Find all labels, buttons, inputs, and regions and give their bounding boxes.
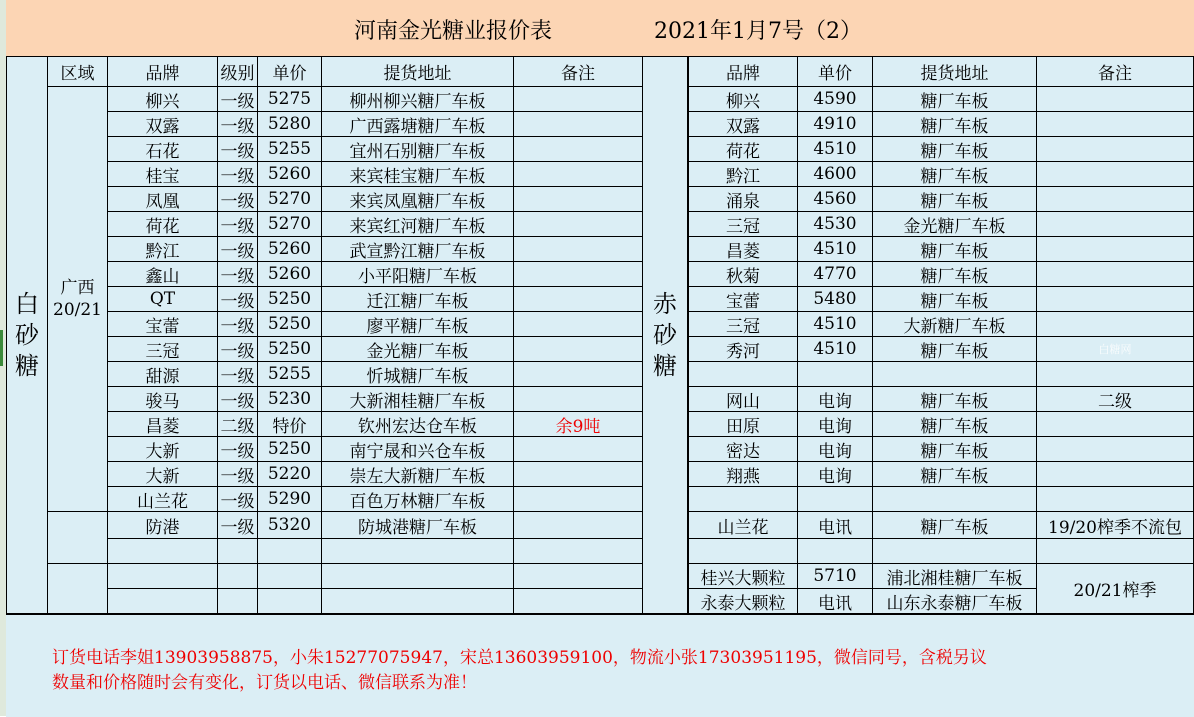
red-pickup-cell — [873, 362, 1037, 387]
white-pickup-cell: 崇左大新糖厂车板 — [322, 462, 514, 487]
red-brand-cell: 秀河 — [688, 337, 798, 362]
white-pickup-cell: 忻城糖厂车板 — [322, 362, 514, 387]
footer-contact-line: 订货电话李姐13903958875，小朱15277075947，宋总13603959100，物流小张17303951195，微信同号，含税另议 — [52, 648, 987, 668]
white-brand-cell: 三冠 — [108, 337, 218, 362]
red-remark-cell — [1037, 112, 1194, 137]
white-pickup-cell: 广西露塘糖厂车板 — [322, 112, 514, 137]
white-remark-cell — [514, 387, 643, 412]
empty-cell — [688, 539, 798, 564]
empty-cell — [258, 539, 322, 564]
empty-cell — [514, 539, 643, 564]
price-table — [6, 57, 1194, 614]
category-char: 赤 — [653, 289, 677, 318]
white-remark-cell — [514, 112, 643, 137]
red-brand-cell: 宝蕾 — [688, 287, 798, 312]
white-price-cell: 5270 — [258, 212, 322, 237]
red-price-cell — [798, 362, 873, 387]
white-brand-cell: 桂宝 — [108, 162, 218, 187]
white-sugar-category-label — [12, 289, 42, 382]
white-brand-cell: 昌菱 — [108, 412, 218, 437]
category-char: 糖 — [653, 351, 677, 380]
empty-cell — [798, 539, 873, 564]
white-remark-cell — [514, 462, 643, 487]
red-brand-cell: 双露 — [688, 112, 798, 137]
white-price-cell: 5250 — [258, 337, 322, 362]
title-bar — [6, 0, 1194, 57]
white-grade-cell: 一级 — [218, 337, 258, 362]
white-price-cell: 5260 — [258, 162, 322, 187]
white-pickup-cell: 武宣黔江糖厂车板 — [322, 237, 514, 262]
white-grade-cell: 一级 — [218, 112, 258, 137]
empty-cell — [258, 564, 322, 589]
red-brand-cell: 荷花 — [688, 137, 798, 162]
large-grain-pickup-cell: 浦北湘桂糖厂车板 — [873, 564, 1037, 589]
red-brand-cell — [688, 487, 798, 512]
red-remark-cell — [1037, 362, 1194, 387]
large-grain-price-cell: 5710 — [798, 564, 873, 589]
white-price-cell: 5320 — [258, 512, 322, 539]
red-pickup-cell — [873, 487, 1037, 512]
empty-cell — [873, 539, 1037, 564]
empty-cell — [108, 539, 218, 564]
red-price-cell: 4600 — [798, 162, 873, 187]
red-price-cell: 4910 — [798, 112, 873, 137]
red-brand-cell: 涌泉 — [688, 187, 798, 212]
white-grade-cell: 一级 — [218, 312, 258, 337]
red-remark-cell: 19/20榨季不流包 — [1037, 512, 1194, 539]
red-pickup-cell: 糖厂车板 — [873, 137, 1037, 162]
empty-cell — [514, 564, 643, 589]
red-remark-cell — [1037, 87, 1194, 112]
white-price-cell: 5250 — [258, 437, 322, 462]
red-remark-cell: 二级 — [1037, 387, 1194, 412]
red-remark-cell — [1037, 437, 1194, 462]
red-sugar-category-label — [650, 289, 680, 382]
header-pickup: 提货地址 — [322, 57, 514, 87]
empty-cell — [322, 589, 514, 614]
white-remark-cell — [514, 437, 643, 462]
red-price-cell: 4560 — [798, 187, 873, 212]
white-grade-cell: 一级 — [218, 362, 258, 387]
white-brand-cell: 荷花 — [108, 212, 218, 237]
white-remark-cell — [514, 312, 643, 337]
red-price-cell: 4530 — [798, 212, 873, 237]
footer-disclaimer-line: 数量和价格随时会有变化，订货以电话、微信联系为准！ — [52, 673, 477, 693]
white-price-cell: 5230 — [258, 387, 322, 412]
white-pickup-cell: 迁江糖厂车板 — [322, 287, 514, 312]
red-pickup-cell: 糖厂车板 — [873, 462, 1037, 487]
large-grain-brand-cell: 桂兴大颗粒 — [688, 564, 798, 589]
white-grade-cell: 一级 — [218, 87, 258, 112]
red-remark-cell — [1037, 337, 1194, 362]
red-brand-cell: 山兰花 — [688, 512, 798, 539]
sheet-date: 2021年1月7号（2） — [654, 19, 862, 44]
red-brand-cell: 黔江 — [688, 162, 798, 187]
white-remark-cell — [514, 487, 643, 512]
red-price-cell: 电讯 — [798, 512, 873, 539]
white-brand-cell: 黔江 — [108, 237, 218, 262]
red-brand-cell: 田原 — [688, 412, 798, 437]
white-brand-cell: 骏马 — [108, 387, 218, 412]
red-price-cell: 电询 — [798, 462, 873, 487]
region-cell — [48, 87, 108, 512]
white-grade-cell: 一级 — [218, 212, 258, 237]
red-remark-cell — [1037, 162, 1194, 187]
white-brand-cell: 大新 — [108, 437, 218, 462]
white-pickup-cell: 宜州石别糖厂车板 — [322, 137, 514, 162]
red-remark-cell — [1037, 462, 1194, 487]
header-remark: 备注 — [514, 57, 643, 87]
red-pickup-cell: 糖厂车板 — [873, 337, 1037, 362]
white-pickup-cell: 小平阳糖厂车板 — [322, 262, 514, 287]
sheet-title: 河南金光糖业报价表 — [354, 19, 553, 44]
region-cell-empty — [48, 512, 108, 564]
white-grade-cell: 一级 — [218, 162, 258, 187]
white-brand-cell: QT — [108, 287, 218, 312]
red-brand-cell: 三冠 — [688, 212, 798, 237]
red-header-brand: 品牌 — [688, 57, 798, 87]
white-pickup-cell: 金光糖厂车板 — [322, 337, 514, 362]
red-price-cell: 4590 — [798, 87, 873, 112]
white-price-cell: 5280 — [258, 112, 322, 137]
white-grade-cell: 一级 — [218, 437, 258, 462]
red-remark-cell — [1037, 312, 1194, 337]
red-remark-cell — [1037, 212, 1194, 237]
red-remark-cell — [1037, 262, 1194, 287]
white-brand-cell: 大新 — [108, 462, 218, 487]
red-brand-cell: 三冠 — [688, 312, 798, 337]
white-pickup-cell: 百色万林糖厂车板 — [322, 487, 514, 512]
watermark: 白糖网 — [1098, 343, 1132, 356]
red-remark-cell — [1037, 237, 1194, 262]
white-remark-cell — [514, 87, 643, 112]
large-grain-brand-cell: 永泰大颗粒 — [688, 589, 798, 614]
white-remark-cell — [514, 137, 643, 162]
red-price-cell: 5480 — [798, 287, 873, 312]
header-grade: 级别 — [218, 57, 258, 87]
region-label — [48, 277, 107, 321]
empty-cell — [218, 564, 258, 589]
white-brand-cell: 甜源 — [108, 362, 218, 387]
white-price-cell: 5255 — [258, 362, 322, 387]
red-price-cell: 电询 — [798, 387, 873, 412]
red-brand-cell: 网山 — [688, 387, 798, 412]
white-remark-cell — [514, 337, 643, 362]
white-remark-cell — [514, 262, 643, 287]
white-grade-cell: 一级 — [218, 187, 258, 212]
white-pickup-cell: 南宁晟和兴仓车板 — [322, 437, 514, 462]
white-remark-cell — [514, 362, 643, 387]
red-brand-cell: 翔燕 — [688, 462, 798, 487]
white-price-cell: 5275 — [258, 87, 322, 112]
large-grain-price-cell: 电讯 — [798, 589, 873, 614]
red-pickup-cell: 糖厂车板 — [873, 412, 1037, 437]
red-price-cell: 4510 — [798, 137, 873, 162]
white-remark-cell — [514, 187, 643, 212]
red-pickup-cell: 糖厂车板 — [873, 387, 1037, 412]
category-char: 砂 — [653, 320, 677, 349]
red-pickup-cell: 糖厂车板 — [873, 237, 1037, 262]
white-price-cell: 5260 — [258, 237, 322, 262]
empty-cell — [322, 564, 514, 589]
red-pickup-cell: 糖厂车板 — [873, 187, 1037, 212]
empty-cell — [218, 539, 258, 564]
white-grade-cell: 一级 — [218, 237, 258, 262]
white-brand-cell: 石花 — [108, 137, 218, 162]
red-header-pickup: 提货地址 — [873, 57, 1037, 87]
red-pickup-cell: 大新糖厂车板 — [873, 312, 1037, 337]
red-pickup-cell: 糖厂车板 — [873, 287, 1037, 312]
red-remark-cell — [1037, 412, 1194, 437]
white-grade-cell: 一级 — [218, 462, 258, 487]
white-price-cell: 5260 — [258, 262, 322, 287]
white-grade-cell: 一级 — [218, 512, 258, 539]
red-remark-cell — [1037, 137, 1194, 162]
red-pickup-cell: 糖厂车板 — [873, 162, 1037, 187]
white-remark-cell — [514, 212, 643, 237]
white-grade-cell: 一级 — [218, 137, 258, 162]
white-price-cell: 5290 — [258, 487, 322, 512]
large-grain-pickup-cell: 山东永泰糖厂车板 — [873, 589, 1037, 614]
region-line: 20/21 — [53, 300, 102, 320]
white-brand-cell: 鑫山 — [108, 262, 218, 287]
white-brand-cell: 山兰花 — [108, 487, 218, 512]
red-remark-cell — [1037, 187, 1194, 212]
active-row-marker — [0, 330, 3, 366]
white-grade-cell: 一级 — [218, 262, 258, 287]
red-header-price: 单价 — [798, 57, 873, 87]
red-sugar-category-cell — [643, 57, 688, 614]
white-remark-cell — [514, 287, 643, 312]
red-price-cell: 电询 — [798, 412, 873, 437]
red-brand-cell — [688, 362, 798, 387]
red-header-remark: 备注 — [1037, 57, 1194, 87]
red-price-cell: 4510 — [798, 312, 873, 337]
red-remark-cell — [1037, 287, 1194, 312]
empty-cell — [1037, 539, 1194, 564]
red-price-cell: 4510 — [798, 237, 873, 262]
white-pickup-cell: 廖平糖厂车板 — [322, 312, 514, 337]
white-brand-cell: 宝蕾 — [108, 312, 218, 337]
large-grain-remark-cell: 20/21榨季 — [1037, 564, 1194, 614]
region-line: 广西 — [60, 278, 95, 298]
footer-notes — [6, 614, 1194, 717]
red-brand-cell: 密达 — [688, 437, 798, 462]
white-remark-cell — [514, 162, 643, 187]
empty-cell — [258, 589, 322, 614]
red-pickup-cell: 糖厂车板 — [873, 437, 1037, 462]
header-brand: 品牌 — [108, 57, 218, 87]
white-remark-cell — [514, 512, 643, 539]
red-brand-cell: 昌菱 — [688, 237, 798, 262]
white-pickup-cell: 柳州柳兴糖厂车板 — [322, 87, 514, 112]
white-pickup-cell: 钦州宏达仓车板 — [322, 412, 514, 437]
white-price-cell: 5250 — [258, 287, 322, 312]
empty-cell — [218, 589, 258, 614]
category-char: 砂 — [15, 320, 39, 349]
white-brand-cell: 双露 — [108, 112, 218, 137]
red-pickup-cell: 糖厂车板 — [873, 112, 1037, 137]
red-brand-cell: 秋菊 — [688, 262, 798, 287]
empty-cell — [322, 539, 514, 564]
red-price-cell: 4770 — [798, 262, 873, 287]
red-pickup-cell: 金光糖厂车板 — [873, 212, 1037, 237]
white-pickup-cell: 大新湘桂糖厂车板 — [322, 387, 514, 412]
header-region: 区域 — [48, 57, 108, 87]
red-remark-cell — [1037, 487, 1194, 512]
white-brand-cell: 凤凰 — [108, 187, 218, 212]
white-price-cell: 5250 — [258, 312, 322, 337]
empty-cell — [108, 564, 218, 589]
header-price: 单价 — [258, 57, 322, 87]
white-pickup-cell: 来宾红河糖厂车板 — [322, 212, 514, 237]
red-pickup-cell: 糖厂车板 — [873, 512, 1037, 539]
region-cell-empty — [48, 564, 108, 614]
red-pickup-cell: 糖厂车板 — [873, 262, 1037, 287]
white-brand-cell: 防港 — [108, 512, 218, 539]
empty-cell — [514, 589, 643, 614]
red-price-cell — [798, 487, 873, 512]
white-remark-cell: 余9吨 — [514, 412, 643, 437]
red-pickup-cell: 糖厂车板 — [873, 87, 1037, 112]
white-remark-cell — [514, 237, 643, 262]
category-char: 糖 — [15, 351, 39, 380]
red-price-cell: 4510 — [798, 337, 873, 362]
white-grade-cell: 二级 — [218, 412, 258, 437]
white-pickup-cell: 防城港糖厂车板 — [322, 512, 514, 539]
white-price-cell: 5255 — [258, 137, 322, 162]
white-sugar-category-cell — [6, 57, 48, 614]
white-price-cell: 特价 — [258, 412, 322, 437]
white-grade-cell: 一级 — [218, 287, 258, 312]
white-price-cell: 5270 — [258, 187, 322, 212]
white-brand-cell: 柳兴 — [108, 87, 218, 112]
white-grade-cell: 一级 — [218, 387, 258, 412]
red-price-cell: 电询 — [798, 437, 873, 462]
white-pickup-cell: 来宾凤凰糖厂车板 — [322, 187, 514, 212]
white-pickup-cell: 来宾桂宝糖厂车板 — [322, 162, 514, 187]
white-price-cell: 5220 — [258, 462, 322, 487]
category-char: 白 — [15, 289, 39, 318]
white-grade-cell: 一级 — [218, 487, 258, 512]
red-brand-cell: 柳兴 — [688, 87, 798, 112]
empty-cell — [108, 589, 218, 614]
